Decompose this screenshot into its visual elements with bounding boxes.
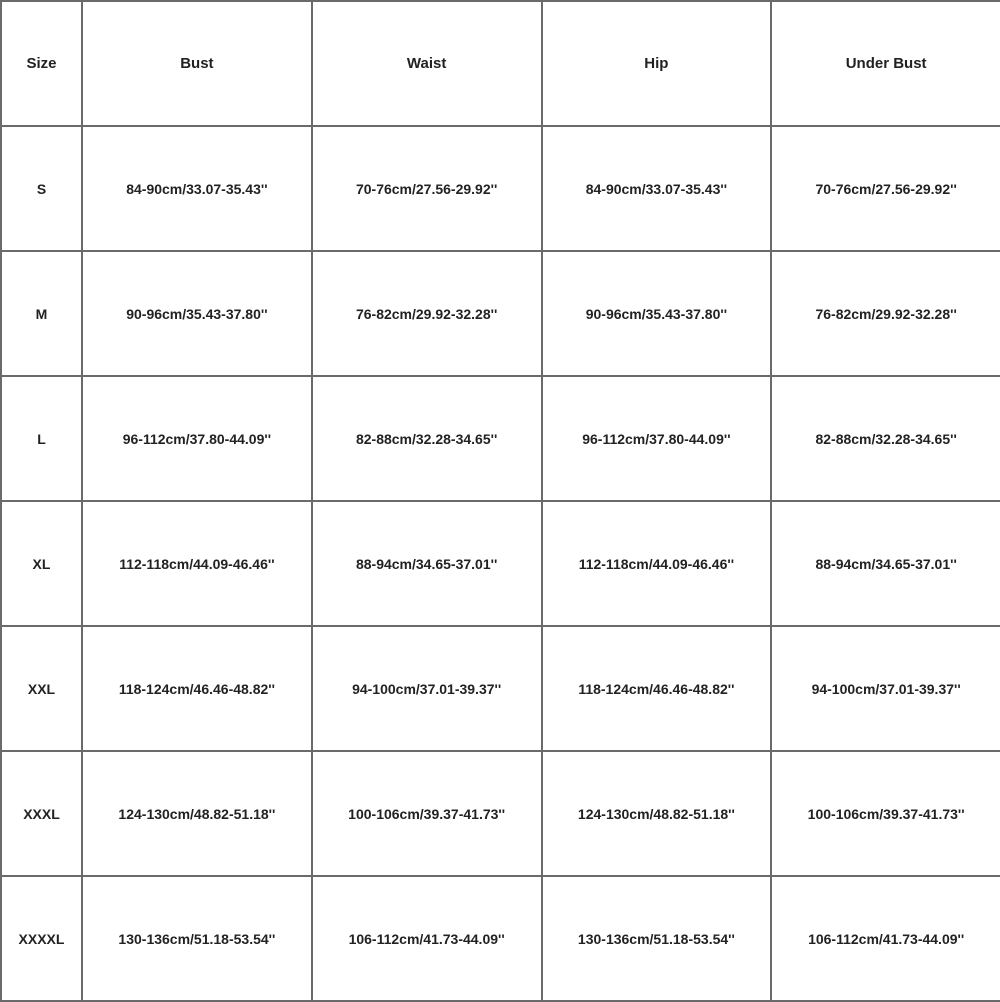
bust-cell: 112-118cm/44.09-46.46'' <box>82 501 312 626</box>
bust-cell: 124-130cm/48.82-51.18'' <box>82 751 312 876</box>
table-row <box>1 751 1000 876</box>
table-row <box>1 126 1000 251</box>
hip-cell: 130-136cm/51.18-53.54'' <box>542 876 772 1001</box>
header-under-bust: Under Bust <box>771 1 1000 126</box>
table-row <box>1 876 1000 1001</box>
waist-cell: 100-106cm/39.37-41.73'' <box>312 751 542 876</box>
header-bust: Bust <box>82 1 312 126</box>
size-cell: M <box>1 251 82 376</box>
bust-cell: 118-124cm/46.46-48.82'' <box>82 626 312 751</box>
header-hip: Hip <box>542 1 772 126</box>
size-cell: XXXL <box>1 751 82 876</box>
hip-cell: 112-118cm/44.09-46.46'' <box>542 501 772 626</box>
waist-cell: 70-76cm/27.56-29.92'' <box>312 126 542 251</box>
size-cell: S <box>1 126 82 251</box>
table-row <box>1 251 1000 376</box>
waist-cell: 82-88cm/32.28-34.65'' <box>312 376 542 501</box>
under-bust-cell: 94-100cm/37.01-39.37'' <box>771 626 1000 751</box>
size-cell: XL <box>1 501 82 626</box>
under-bust-cell: 100-106cm/39.37-41.73'' <box>771 751 1000 876</box>
waist-cell: 76-82cm/29.92-32.28'' <box>312 251 542 376</box>
hip-cell: 90-96cm/35.43-37.80'' <box>542 251 772 376</box>
hip-cell: 118-124cm/46.46-48.82'' <box>542 626 772 751</box>
under-bust-cell: 70-76cm/27.56-29.92'' <box>771 126 1000 251</box>
size-cell: L <box>1 376 82 501</box>
size-cell: XXXXL <box>1 876 82 1001</box>
hip-cell: 84-90cm/33.07-35.43'' <box>542 126 772 251</box>
table-row <box>1 501 1000 626</box>
header-waist: Waist <box>312 1 542 126</box>
size-cell: XXL <box>1 626 82 751</box>
under-bust-cell: 88-94cm/34.65-37.01'' <box>771 501 1000 626</box>
under-bust-cell: 76-82cm/29.92-32.28'' <box>771 251 1000 376</box>
bust-cell: 130-136cm/51.18-53.54'' <box>82 876 312 1001</box>
header-row <box>1 1 1000 126</box>
bust-cell: 84-90cm/33.07-35.43'' <box>82 126 312 251</box>
hip-cell: 124-130cm/48.82-51.18'' <box>542 751 772 876</box>
waist-cell: 106-112cm/41.73-44.09'' <box>312 876 542 1001</box>
waist-cell: 94-100cm/37.01-39.37'' <box>312 626 542 751</box>
under-bust-cell: 106-112cm/41.73-44.09'' <box>771 876 1000 1001</box>
table-row <box>1 626 1000 751</box>
bust-cell: 90-96cm/35.43-37.80'' <box>82 251 312 376</box>
header-size: Size <box>1 1 82 126</box>
table-row <box>1 376 1000 501</box>
waist-cell: 88-94cm/34.65-37.01'' <box>312 501 542 626</box>
under-bust-cell: 82-88cm/32.28-34.65'' <box>771 376 1000 501</box>
hip-cell: 96-112cm/37.80-44.09'' <box>542 376 772 501</box>
bust-cell: 96-112cm/37.80-44.09'' <box>82 376 312 501</box>
